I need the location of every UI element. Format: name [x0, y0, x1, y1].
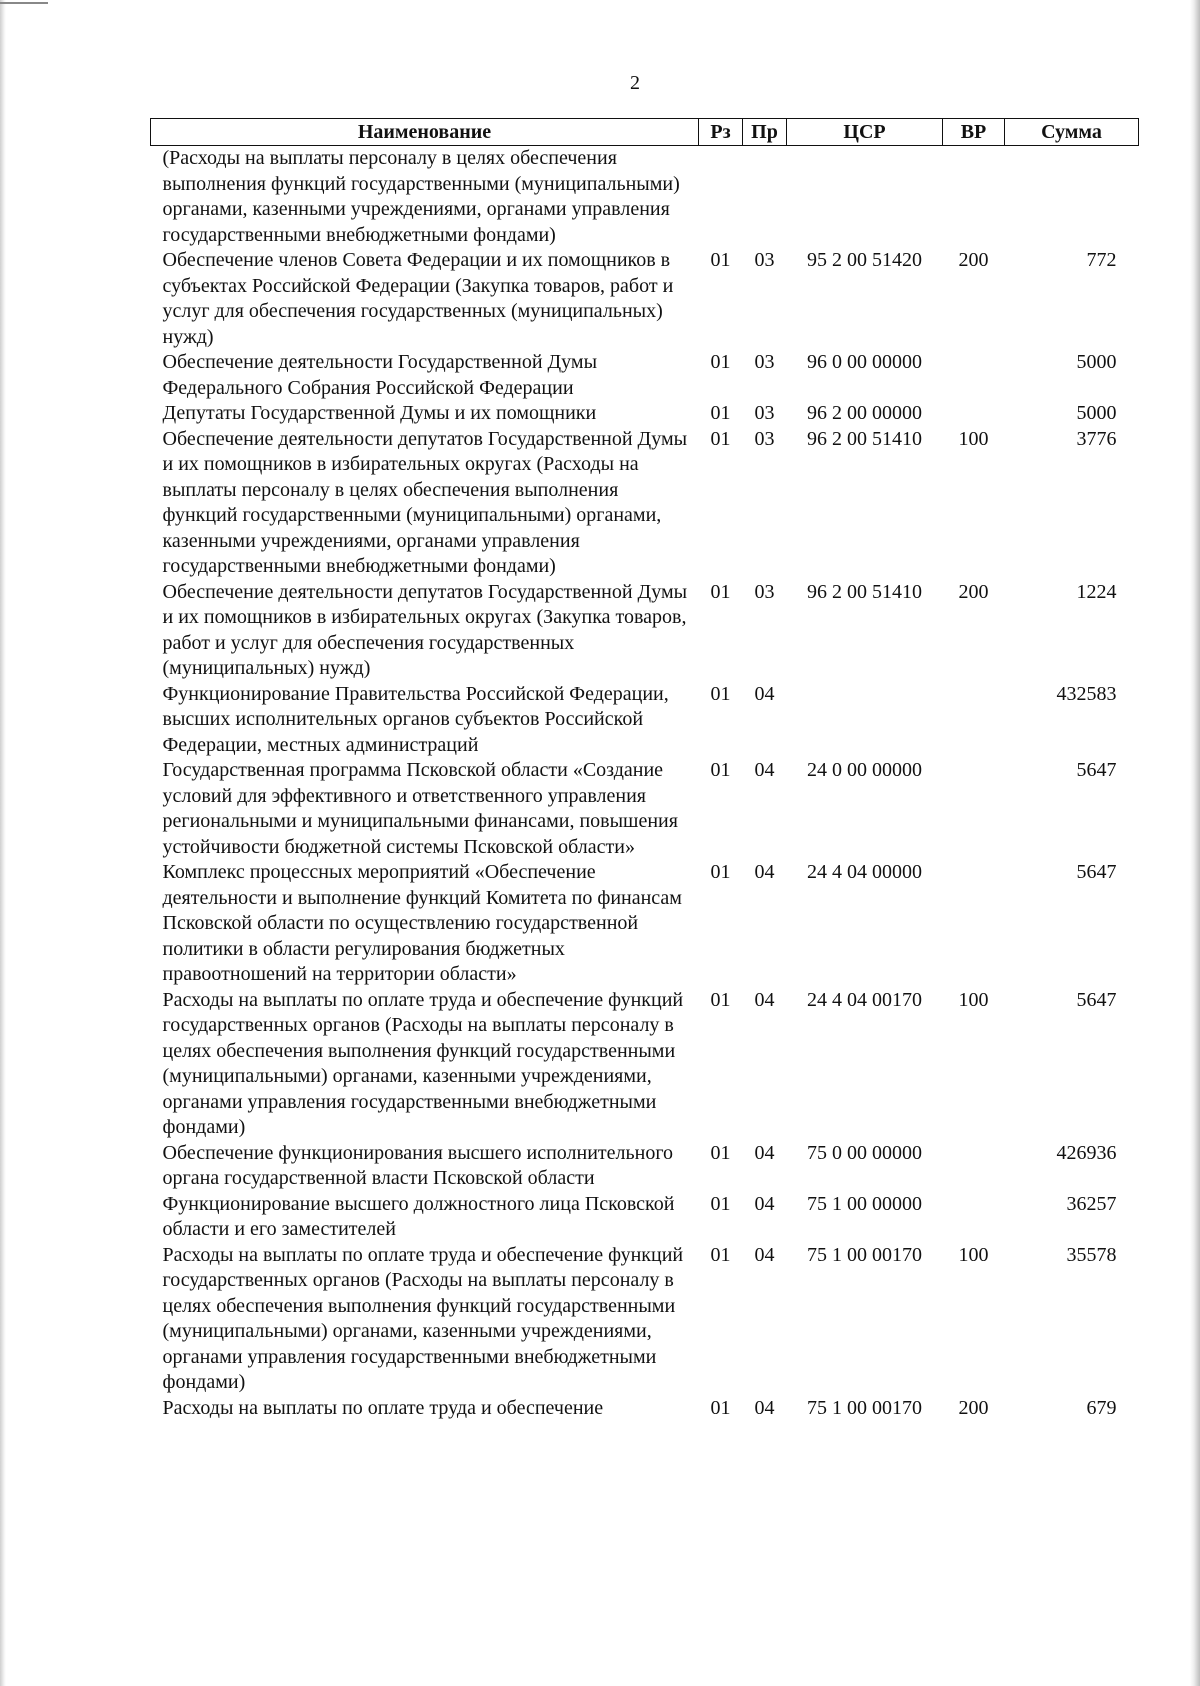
- table-row: [151, 580, 1139, 682]
- cell-rz: 01: [710, 759, 731, 781]
- cell-rz: 01: [710, 682, 731, 705]
- cell-sum: 5000: [1076, 402, 1117, 424]
- cell-rz: 01: [710, 988, 731, 1011]
- cell-pr: 04: [754, 682, 775, 705]
- cell-sum: 432583: [1056, 682, 1117, 705]
- table-row: [151, 248, 1139, 350]
- cell-sum: 679: [1086, 1396, 1117, 1419]
- table-row: [151, 860, 1139, 988]
- table-row: [151, 401, 1139, 427]
- cell-rz: 01: [710, 1243, 731, 1266]
- cell-rz: 01: [710, 427, 731, 450]
- table-row: [151, 1192, 1139, 1243]
- cell-rz: 01: [710, 402, 731, 424]
- cell-pr: 04: [754, 1396, 775, 1419]
- cell-name: (Расходы на выплаты персоналу в целях обеспечения выполнения функций государственными (муниципальными) органами, казенными учреждениями, органами управления государственными внебюджетными фондами): [162, 147, 680, 246]
- header-rz: Рз: [699, 119, 743, 146]
- cell-pr: 03: [754, 402, 775, 424]
- table-row: [151, 988, 1139, 1141]
- cell-vr: 100: [958, 988, 989, 1011]
- cell-vr: [943, 758, 1005, 860]
- cell-vr: 200: [958, 1396, 989, 1419]
- cell-pr: [743, 146, 787, 249]
- table-row: [151, 427, 1139, 580]
- cell-vr: [943, 682, 1005, 759]
- cell-name: Обеспечение функционирования высшего исполнительного органа государственной власти Псковской области: [162, 1141, 674, 1189]
- cell-sum: 772: [1086, 249, 1117, 271]
- table-body: [151, 146, 1139, 1422]
- cell-csr: 24 0 00 00000: [807, 759, 922, 781]
- cell-rz: 01: [710, 249, 731, 271]
- cell-csr: 75 1 00 00170: [807, 1396, 922, 1419]
- cell-name: Обеспечение деятельности депутатов Государственной Думы и их помощников в избирательных округах (Закупка товаров, работ и услуг для обеспечения государственных (муниципальных) нужд): [162, 580, 688, 679]
- cell-sum: 426936: [1056, 1141, 1117, 1164]
- cell-vr: 200: [958, 249, 989, 271]
- header-sum: Сумма: [1005, 119, 1139, 146]
- cell-rz: 01: [710, 1396, 731, 1419]
- cell-vr: 100: [958, 427, 989, 450]
- table-header-row: [151, 119, 1139, 146]
- table-row: [151, 146, 1139, 249]
- cell-name: Депутаты Государственной Думы и их помощники: [162, 402, 597, 424]
- cell-vr: [943, 350, 1005, 401]
- cell-vr: 200: [958, 580, 989, 603]
- cell-pr: 04: [754, 759, 775, 781]
- cell-csr: 75 1 00 00000: [807, 1192, 922, 1215]
- table-row: [151, 682, 1139, 759]
- cell-rz: 01: [710, 1141, 731, 1164]
- cell-name: Расходы на выплаты по оплате труда и обеспечение функций государственных органов (Расходы на выплаты персоналу в целях обеспечения выполнения функций государственными (муниципальными) органами, казенными учреждениями, органами управления государственными внебюджетными фондами): [162, 988, 684, 1138]
- cell-pr: 04: [754, 1192, 775, 1215]
- cell-csr: 96 2 00 00000: [807, 402, 922, 424]
- cell-sum: [1005, 146, 1139, 249]
- cell-rz: 01: [710, 861, 731, 883]
- cell-csr: 75 0 00 00000: [807, 1141, 922, 1164]
- cell-csr: 96 2 00 51410: [807, 580, 922, 603]
- table-row: [151, 1243, 1139, 1396]
- cell-csr: 24 4 04 00000: [807, 861, 922, 883]
- cell-sum: 35578: [1066, 1243, 1117, 1266]
- cell-csr: [787, 682, 943, 759]
- cell-rz: 01: [710, 1192, 731, 1215]
- cell-name: Обеспечение членов Совета Федерации и их помощников в субъектах Российской Федерации (Закупка товаров, работ и услуг для обеспечения государственных (муниципальных) нужд): [162, 249, 674, 348]
- cell-name: Обеспечение деятельности депутатов Государственной Думы и их помощников в избирательных округах (Расходы на выплаты персоналу в целях обеспечения выполнения функций государственными (муниципальными) органами, казенными учреждениями, органами управления государственными внебюджетными фондами): [162, 427, 688, 577]
- table-row: [151, 350, 1139, 401]
- cell-vr: [943, 1192, 1005, 1243]
- cell-pr: 04: [754, 988, 775, 1011]
- cell-rz: 01: [710, 580, 731, 603]
- table-row: [151, 758, 1139, 860]
- header-name: Наименование: [151, 119, 699, 146]
- header-vr: ВР: [943, 119, 1005, 146]
- cell-csr: 95 2 00 51420: [807, 249, 922, 271]
- cell-csr: 75 1 00 00170: [807, 1243, 922, 1266]
- cell-name: Комплекс процессных мероприятий «Обеспечение деятельности и выполнение функций Комитета по финансам Псковской области по осуществлению государственной политики в области регулирования бюджетных правоотношений на территории области»: [162, 861, 682, 985]
- cell-rz: [699, 146, 743, 249]
- cell-pr: 04: [754, 861, 775, 883]
- budget-table: [150, 118, 1139, 1421]
- cell-name: Обеспечение деятельности Государственной Думы Федерального Собрания Российской Федерации: [162, 351, 598, 399]
- table-row: [151, 1396, 1139, 1422]
- scan-edge-left: [0, 0, 6, 1686]
- cell-csr: [787, 146, 943, 249]
- cell-sum: 3776: [1076, 427, 1117, 450]
- cell-name: Функционирование Правительства Российской Федерации, высших исполнительных органов субъектов Российской Федерации, местных администраций: [162, 682, 669, 756]
- cell-name: Государственная программа Псковской области «Создание условий для эффективного и ответственного управления региональными и муниципальными финансами, повышения устойчивости бюджетной системы Псковской области»: [162, 759, 678, 858]
- cell-csr: 96 2 00 51410: [807, 427, 922, 450]
- cell-csr: 24 4 04 00170: [807, 988, 922, 1011]
- cell-sum: 36257: [1066, 1192, 1117, 1215]
- cell-vr: [943, 1141, 1005, 1192]
- cell-pr: 03: [754, 249, 775, 271]
- cell-sum: 5647: [1076, 861, 1117, 883]
- cell-csr: 96 0 00 00000: [807, 351, 922, 373]
- budget-table-container: [150, 118, 1138, 1421]
- cell-name: Расходы на выплаты по оплате труда и обеспечение функций государственных органов (Расходы на выплаты персоналу в целях обеспечения выполнения функций государственными (муниципальными) органами, казенными учреждениями, органами управления государственными внебюджетными фондами): [162, 1243, 684, 1393]
- table-row: [151, 1141, 1139, 1192]
- scan-edge-right: [1190, 0, 1200, 1686]
- cell-pr: 04: [754, 1243, 775, 1266]
- header-pr: Пр: [743, 119, 787, 146]
- scan-mark: [0, 2, 48, 4]
- cell-name: Функционирование высшего должностного лица Псковской области и его заместителей: [162, 1192, 675, 1240]
- cell-vr: [943, 146, 1005, 249]
- cell-sum: 1224: [1076, 580, 1117, 603]
- page-number: 2: [630, 72, 640, 94]
- cell-sum: 5000: [1076, 351, 1117, 373]
- cell-vr: 100: [958, 1243, 989, 1266]
- cell-pr: 03: [754, 427, 775, 450]
- cell-pr: 03: [754, 351, 775, 373]
- header-csr: ЦСР: [787, 119, 943, 146]
- cell-name: Расходы на выплаты по оплате труда и обеспечение: [162, 1396, 604, 1419]
- cell-sum: 5647: [1076, 988, 1117, 1011]
- cell-pr: 03: [754, 580, 775, 603]
- cell-rz: 01: [710, 351, 731, 373]
- cell-vr: [943, 401, 1005, 427]
- cell-vr: [943, 860, 1005, 988]
- cell-pr: 04: [754, 1141, 775, 1164]
- cell-sum: 5647: [1076, 759, 1117, 781]
